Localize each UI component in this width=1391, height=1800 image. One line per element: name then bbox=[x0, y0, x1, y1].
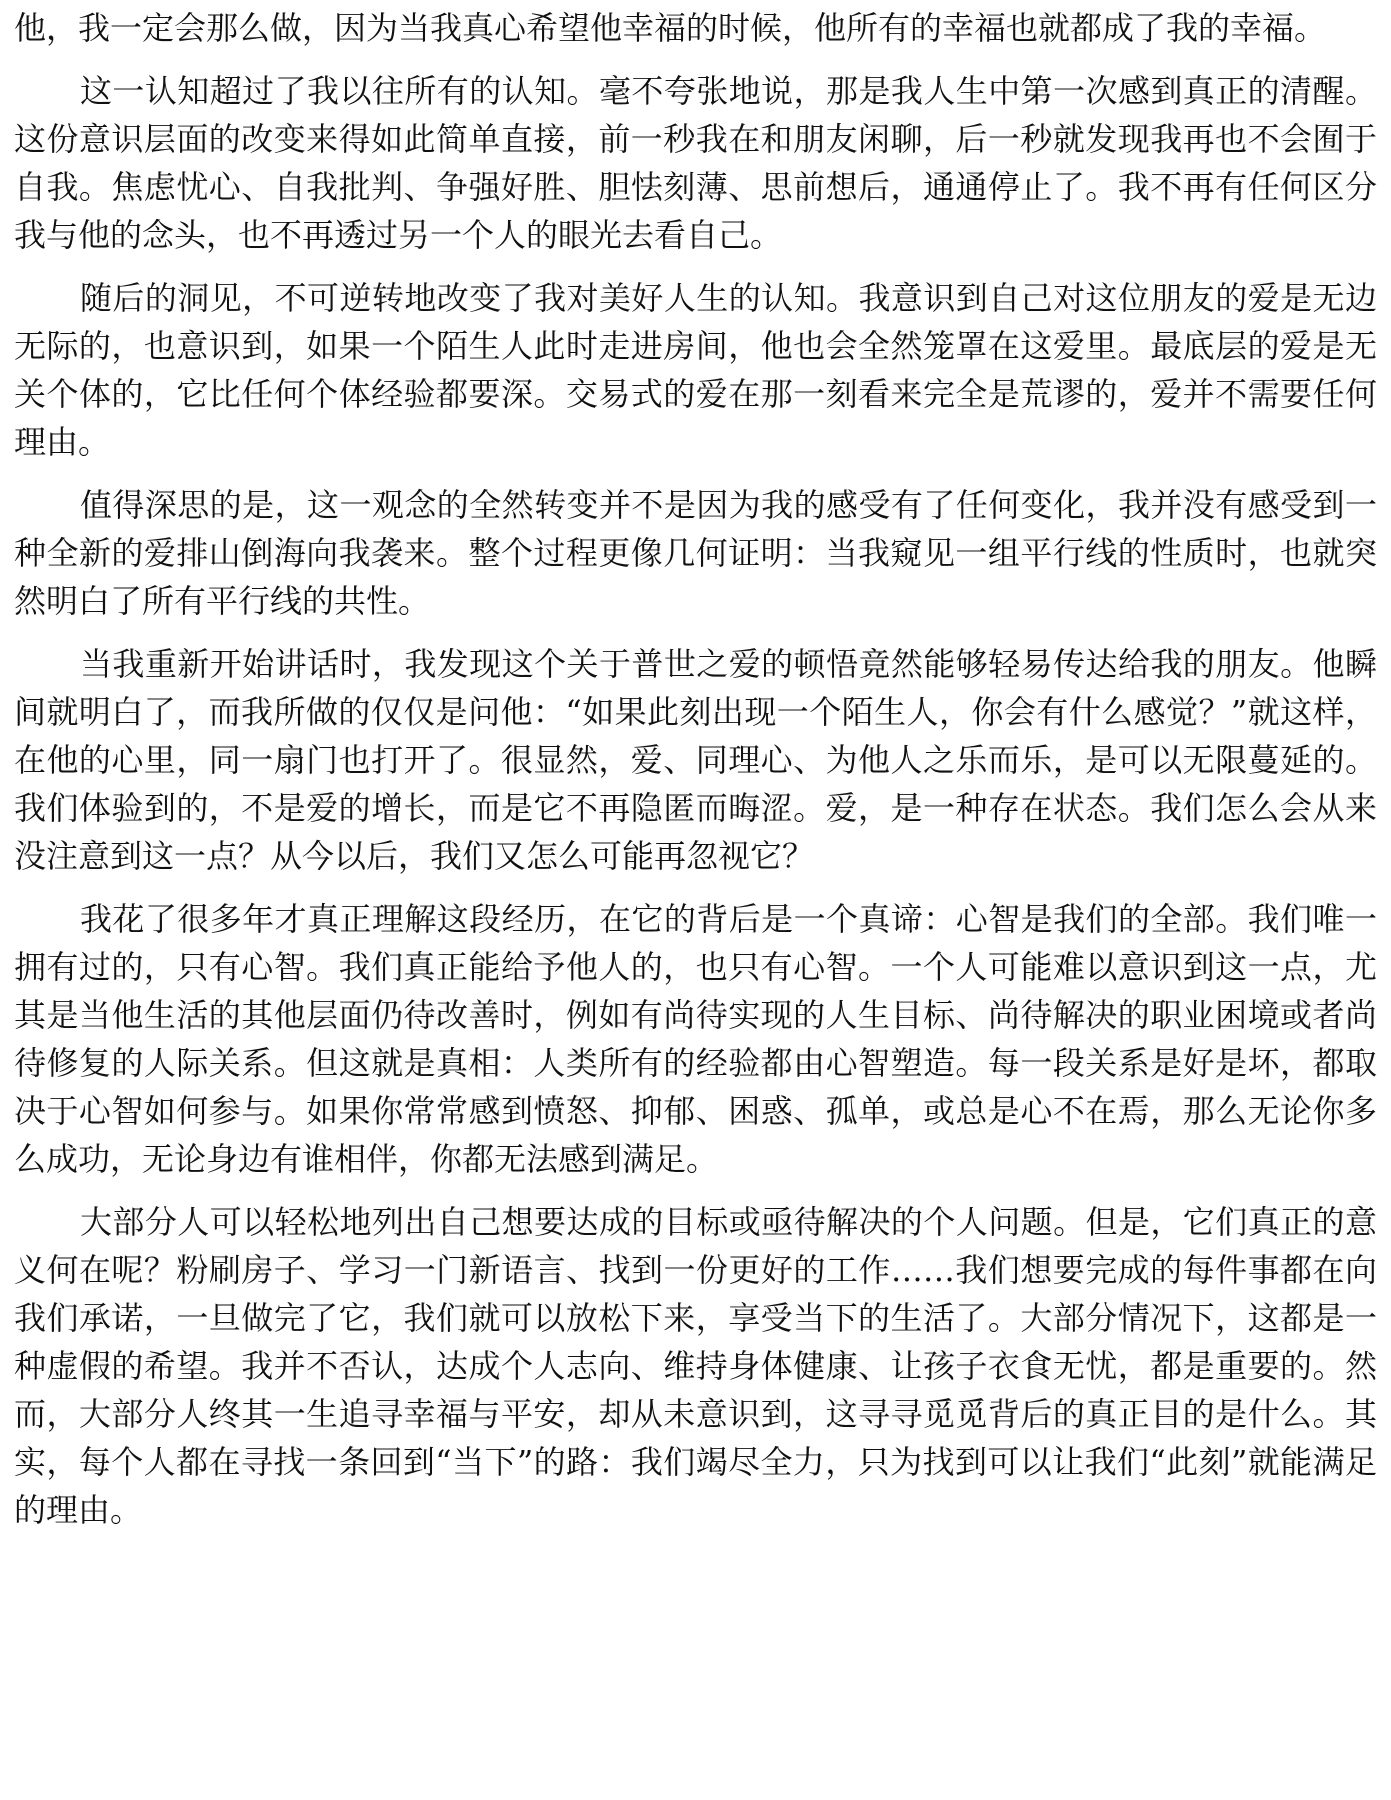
paragraph: 随后的洞见，不可逆转地改变了我对美好人生的认知。我意识到自己对这位朋友的爱是无边无际的，也意识到，如果一个陌生人此时走进房间，他也会全然笼罩在这爱里。最底层的爱是无关个体的，它比任何个体经验都要深。交易式的爱在那一刻看来完全是荒谬的，爱并不需要任何理由。 bbox=[14, 279, 1377, 461]
paragraph: 值得深思的是，这一观念的全然转变并不是因为我的感受有了任何变化，我并没有感受到一种全新的爱排山倒海向我袭来。整个过程更像几何证明：当我窥见一组平行线的性质时，也就突然明白了所有平行线的共性。 bbox=[14, 486, 1377, 620]
paragraph: 我花了很多年才真正理解这段经历，在它的背后是一个真谛：心智是我们的全部。我们唯一拥有过的，只有心智。我们真正能给予他人的，也只有心智。一个人可能难以意识到这一点，尤其是当他生活的其他层面仍待改善时，例如有尚待实现的人生目标、尚待解决的职业困境或者尚待修复的人际关系。但这就是真相：人类所有的经验都由心智塑造。每一段关系是好是坏，都取决于心智如何参与。如果你常常感到愤怒、抑郁、困惑、孤单，或总是心不在焉，那么无论你多么成功，无论身边有谁相伴，你都无法感到满足。 bbox=[14, 900, 1377, 1178]
paragraph: 当我重新开始讲话时，我发现这个关于普世之爱的顿悟竟然能够轻易传达给我的朋友。他瞬间就明白了，而我所做的仅仅是问他：“如果此刻出现一个陌生人，你会有什么感觉？”就这样，在他的心里，同一扇门也打开了。很显然，爱、同理心、为他人之乐而乐，是可以无限蔓延的。我们体验到的，不是爱的增长，而是它不再隐匿而晦涩。爱，是一种存在状态。我们怎么会从来没注意到这一点？从今以后，我们又怎么可能再忽视它？ bbox=[14, 645, 1377, 875]
paragraph: 大部分人可以轻松地列出自己想要达成的目标或亟待解决的个人问题。但是，它们真正的意义何在呢？粉刷房子、学习一门新语言、找到一份更好的工作……我们想要完成的每件事都在向我们承诺，一旦做完了它，我们就可以放松下来，享受当下的生活了。大部分情况下，这都是一种虚假的希望。我并不否认，达成个人志向、维持身体健康、让孩子衣食无忧，都是重要的。然而，大部分人终其一生追寻幸福与平安，却从未意识到，这寻寻觅觅背后的真正目的是什么。其实，每个人都在寻找一条回到“当下”的路：我们竭尽全力，只为找到可以让我们“此刻”就能满足的理由。 bbox=[14, 1203, 1377, 1529]
paragraph-continuation: 他，我一定会那么做，因为当我真心希望他幸福的时候，他所有的幸福也就都成了我的幸福。 bbox=[14, 9, 1327, 47]
document-page bbox=[14, 4, 1377, 1549]
paragraph: 这一认知超过了我以往所有的认知。毫不夸张地说，那是我人生中第一次感到真正的清醒。这份意识层面的改变来得如此简单直接，前一秒我在和朋友闲聊，后一秒就发现我再也不会囿于自我。焦虑忧心、自我批判、争强好胜、胆怯刻薄、思前想后，通通停止了。我不再有任何区分我与他的念头，也不再透过另一个人的眼光去看自己。 bbox=[14, 72, 1377, 254]
